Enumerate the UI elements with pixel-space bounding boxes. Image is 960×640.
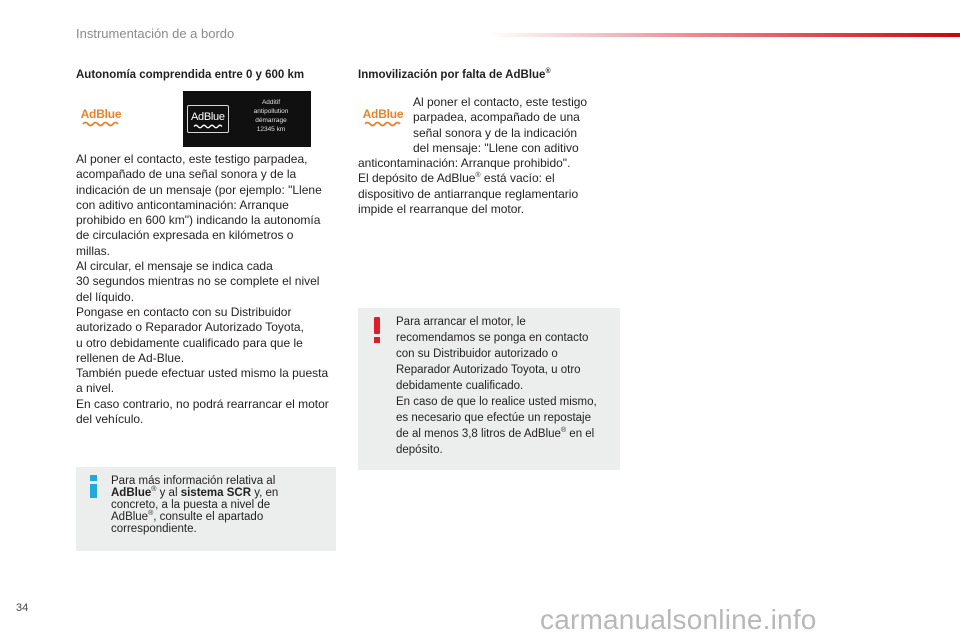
text-line: millas. bbox=[76, 243, 111, 258]
note-line: concreto, a la puesta a nivel de bbox=[111, 499, 271, 511]
text-line: del líquido. bbox=[76, 289, 135, 304]
text-line: u otro debidamente cualificado para que le bbox=[76, 335, 303, 350]
registered-mark: ® bbox=[151, 486, 157, 494]
note-line: Reparador Autorizado Toyota, u otro bbox=[396, 364, 581, 376]
text-fragment: está vacío: el bbox=[480, 171, 555, 186]
page-header-title: Instrumentación de a bordo bbox=[76, 26, 235, 41]
note-line: depósito. bbox=[396, 444, 443, 456]
left-body-text bbox=[76, 152, 346, 427]
adblue-warning-icon bbox=[360, 108, 406, 132]
text-line: a nivel. bbox=[76, 381, 115, 396]
note-line bbox=[111, 487, 331, 499]
note-fragment: y, en bbox=[251, 487, 279, 499]
text-line: 30 segundos mientras no se complete el nivel bbox=[76, 274, 320, 289]
note-line: correspondiente. bbox=[111, 523, 197, 535]
note-fragment: de al menos 3,8 litros de AdBlue bbox=[396, 428, 561, 440]
note-line: con su Distribuidor autorizado o bbox=[396, 348, 558, 360]
right-body-text bbox=[358, 156, 620, 217]
note-line: recomendamos se ponga en contacto bbox=[396, 332, 589, 344]
note-line: En caso de que lo realice usted mismo, bbox=[396, 396, 597, 408]
header-red-line bbox=[490, 33, 960, 37]
text-line: indicación de un mensaje (por ejemplo: "Llene bbox=[76, 182, 322, 197]
display-line: démarrage bbox=[255, 117, 287, 124]
text-line bbox=[358, 171, 620, 186]
text-fragment: El depósito de AdBlue bbox=[358, 171, 476, 186]
text-line: impide el rearranque del motor. bbox=[358, 201, 525, 216]
note-line: Para arrancar el motor, le bbox=[396, 316, 526, 328]
display-line: 12345 km bbox=[256, 126, 286, 133]
text-line: del vehículo. bbox=[76, 412, 144, 427]
text-line: Pongase en contacto con su Distribuidor bbox=[76, 304, 292, 319]
display-message bbox=[235, 98, 307, 134]
warning-note-box bbox=[358, 308, 620, 470]
text-line: con aditivo anticontaminación: Arranque bbox=[76, 197, 289, 212]
note-fragment: , consulte el apartado bbox=[153, 511, 264, 523]
registered-mark: ® bbox=[148, 510, 154, 518]
bold-term: AdBlue bbox=[111, 487, 152, 499]
text-line: de circulación expresada en kilómetros o bbox=[76, 228, 294, 243]
note-line bbox=[111, 511, 331, 523]
warning-note-text bbox=[396, 314, 618, 458]
note-line: es necesario que efectúe un repostaje bbox=[396, 412, 591, 424]
display-adblue-logo bbox=[187, 105, 229, 133]
text-line: prohibido en 600 km") indicando la autonomía bbox=[76, 213, 321, 228]
display-adblue-text: AdBlue bbox=[191, 111, 225, 123]
text-line: del mensaje: "Llene con aditivo bbox=[413, 140, 579, 155]
note-fragment: en el bbox=[566, 428, 595, 440]
info-note-text bbox=[111, 475, 331, 535]
note-fragment: y al bbox=[156, 487, 181, 499]
text-line: En caso contrario, no podrá rearrancar el motor bbox=[76, 396, 329, 411]
text-line: dispositivo de antiarranque reglamentario bbox=[358, 186, 579, 201]
right-heading bbox=[358, 68, 620, 82]
watermark: carmanualsonline.info bbox=[540, 604, 817, 635]
adblue-warning-icon bbox=[78, 108, 124, 132]
text-line: anticontaminación: Arranque prohibido". bbox=[358, 156, 571, 170]
note-line: Para más información relativa al bbox=[111, 475, 276, 487]
left-heading: Autonomía comprendida entre 0 y 600 km bbox=[76, 69, 305, 81]
info-icon bbox=[89, 475, 99, 497]
text-line: acompañado de una señal sonora y de la bbox=[76, 167, 297, 182]
text-line: parpadea, acompañado de una bbox=[413, 110, 580, 125]
heading-text: Inmovilización por falta de AdBlue bbox=[358, 69, 546, 81]
registered-mark: ® bbox=[560, 427, 567, 435]
text-line: autorizado o Reparador Autorizado Toyota, bbox=[76, 320, 304, 335]
text-line: rellenen de Ad-Blue. bbox=[76, 350, 185, 365]
note-line: debidamente cualificado. bbox=[396, 380, 524, 392]
text-line: señal sonora y de la indicación bbox=[413, 125, 578, 140]
info-note-box bbox=[76, 467, 336, 551]
display-wave-icon bbox=[193, 124, 225, 129]
wave-icon bbox=[82, 121, 120, 127]
note-line bbox=[396, 426, 618, 442]
right-indented-text bbox=[413, 95, 623, 156]
instrument-display-screen bbox=[183, 91, 311, 147]
display-line: Additif bbox=[261, 99, 281, 106]
adblue-logo-text: AdBlue bbox=[80, 107, 122, 121]
text-line: Al circular, el mensaje se indica cada bbox=[76, 259, 273, 274]
text-line: Al poner el contacto, este testigo bbox=[413, 95, 588, 109]
text-line: También puede efectuar usted mismo la puesta bbox=[76, 366, 329, 381]
adblue-logo-text: AdBlue bbox=[362, 107, 404, 121]
registered-mark: ® bbox=[475, 172, 481, 180]
exclamation-icon bbox=[372, 317, 382, 343]
text-line: Al poner el contacto, este testigo parpadea, bbox=[76, 152, 308, 166]
note-fragment: AdBlue bbox=[111, 511, 149, 523]
display-line: antipollution bbox=[253, 108, 289, 115]
wave-icon bbox=[364, 121, 402, 127]
page-number: 34 bbox=[16, 602, 29, 614]
registered-mark: ® bbox=[545, 68, 551, 76]
bold-term: sistema SCR bbox=[180, 487, 252, 499]
